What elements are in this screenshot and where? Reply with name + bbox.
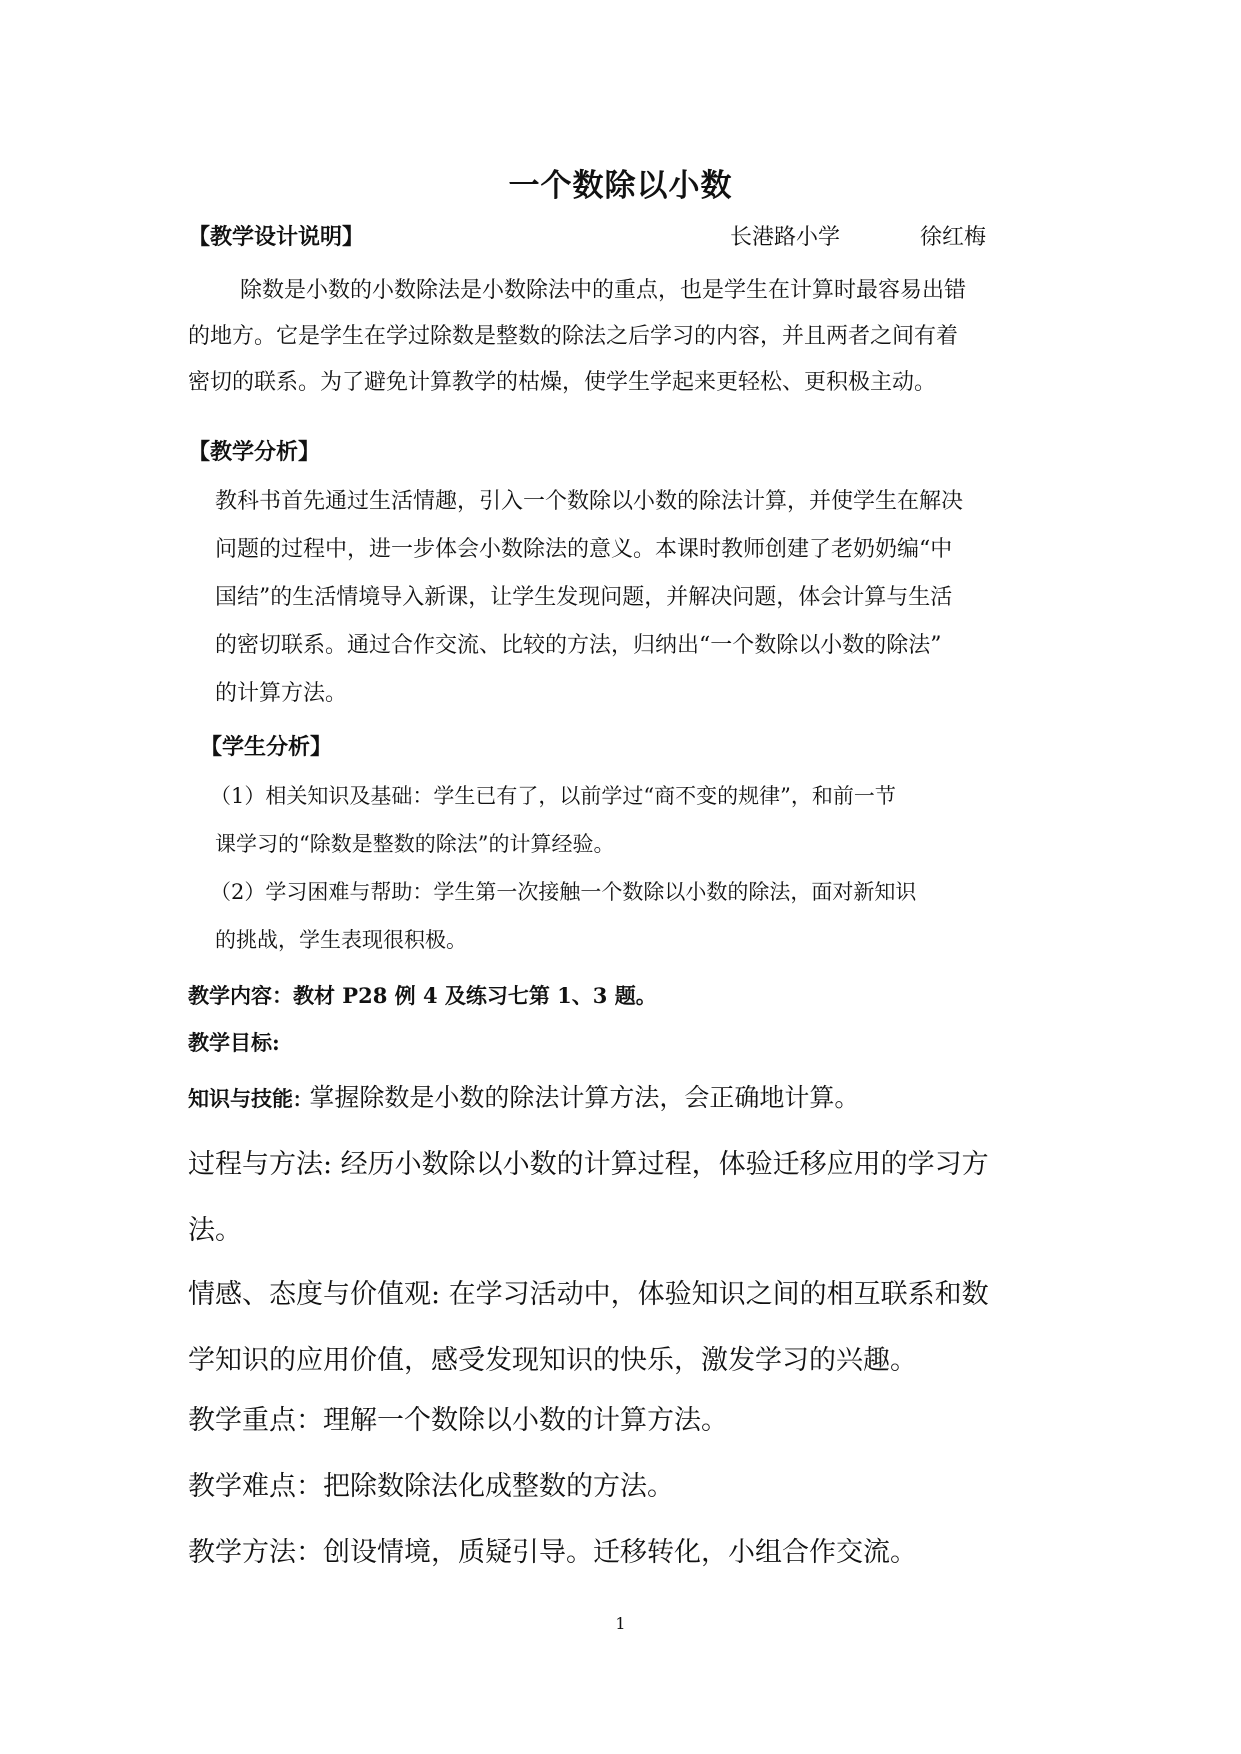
goal-process-line: 过程与方法: 经历小数除以小数的计算过程，体验迁移应用的学习方 (188, 1149, 989, 1180)
analysis-line: 教科书首先通过生活情趣，引入一个数除以小数的除法计算，并使学生在解决 (215, 489, 964, 514)
goal-knowledge-label: 知识与技能 (188, 1087, 293, 1111)
goal-knowledge-text: : 掌握除数是小数的除法计算方法，会正确地计算。 (293, 1083, 860, 1112)
goal-emotion-line: 情感、态度与价值观: 在学习活动中，体验知识之间的相互联系和数 (188, 1279, 989, 1310)
teaching-method: 教学方法：创设情境，质疑引导。迁移转化，小组合作交流。 (188, 1537, 917, 1568)
goal-emotion (188, 1262, 1068, 1394)
student-body (210, 772, 1070, 964)
school-name: 长港路小学 (730, 225, 841, 250)
goal-process-line: 法。 (188, 1215, 242, 1246)
design-note-line: 密切的联系。为了避免计算教学的枯燥，使学生学起来更轻松、更积极主动。 (188, 370, 937, 395)
document-title: 一个数除以小数 (508, 168, 733, 204)
analysis-line: 的密切联系。通过合作交流、比较的方法，归纳出“一个数除以小数的除法” (215, 633, 942, 658)
design-note-heading: 【教学设计说明】 (188, 224, 365, 250)
analysis-line: 国结”的生活情境导入新课，让学生发现问题，并解决问题，体会计算与生活 (215, 585, 953, 610)
teaching-content: 教学内容：教材 P28 例 4 及练习七第 1、3 题。 (188, 983, 657, 1008)
design-note-line: 除数是小数的小数除法是小数除法中的重点，也是学生在计算时最容易出错 (240, 278, 967, 303)
analysis-line: 问题的过程中，进一步体会小数除法的意义。本课时教师创建了老奶奶编“中 (215, 537, 953, 562)
design-note-body (188, 268, 1068, 406)
goal-process (188, 1132, 1068, 1264)
goal-knowledge (188, 1078, 859, 1114)
author-name: 徐红梅 (920, 225, 987, 250)
student-line: （2）学习困难与帮助：学生第一次接触一个数除以小数的除法，面对新知识 (210, 880, 917, 904)
design-note-line: 的地方。它是学生在学过除数是整数的除法之后学习的内容，并且两者之间有着 (188, 324, 959, 349)
student-line: 课学习的“除数是整数的除法”的计算经验。 (215, 832, 615, 856)
goals-heading: 教学目标: (188, 1030, 280, 1055)
page-number: 1 (615, 1614, 626, 1633)
analysis-body (215, 478, 1075, 718)
analysis-line: 的计算方法。 (215, 681, 348, 706)
student-line: （1）相关知识及基础：学生已有了，以前学过“商不变的规律”，和前一节 (210, 784, 896, 808)
goal-emotion-line: 学知识的应用价值，感受发现知识的快乐，激发学习的兴趣。 (188, 1345, 917, 1376)
difficulty: 教学难点：把除数除法化成整数的方法。 (188, 1471, 674, 1502)
analysis-heading: 【教学分析】 (188, 439, 321, 465)
student-heading: 【学生分析】 (200, 734, 333, 760)
student-line: 的挑战，学生表现很积极。 (215, 928, 467, 952)
key-point: 教学重点：理解一个数除以小数的计算方法。 (188, 1405, 728, 1436)
